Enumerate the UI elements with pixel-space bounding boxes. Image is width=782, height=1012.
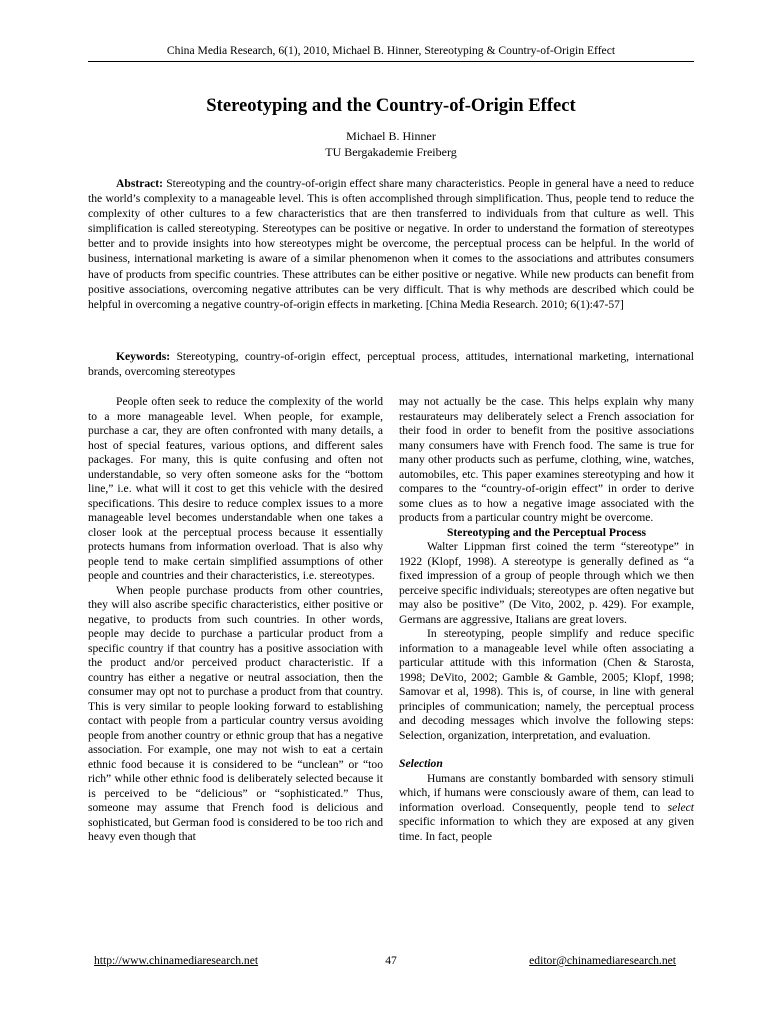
right-column — [399, 395, 694, 844]
abstract — [88, 176, 694, 312]
author-name: Michael B. Hinner — [346, 129, 436, 143]
body-paragraph: In stereotyping, people simplify and reduce specific information to a manageable level while often associating a particular attitude with this information (Chen & Starosta, 1998; DeVito, 2002; Gamble & Gamble, 2005; Klopf, 1998; Samovar et al, 1998). This is, of course, in line with general principles of communication; namely, the perceptual process and decoding messages which involve the following steps: Selection, organization, interpretation, and evaluation. — [399, 627, 694, 742]
body-text: specific information to which they are exposed at any given time. In fact, people — [399, 815, 694, 843]
keywords-text: Stereotyping, country-of-origin effect, perceptual process, attitudes, international marketing, international brands, overcoming stereotypes — [88, 350, 694, 379]
body-paragraph: may not actually be the case. This helps explain why many restaurateurs may deliberately select a French association for their food in order to benefit from the positive associations many consumers have with French food. The same is true for many other products such as perfume, clothing, wine, watches, automobiles, etc. This paper examines stereotyping and how it compares to the “country-of-origin effect” in order to derive some clues as to how a negative image associated with the products from a particular country might be overcome. — [399, 395, 694, 524]
section-heading: Stereotyping and the Perceptual Process — [446, 525, 646, 539]
author-affiliation: TU Bergakademie Freiberg — [325, 144, 457, 159]
running-head: China Media Research, 6(1), 2010, Michael B. Hinner, Stereotyping & Country-of-Origin Effect — [88, 44, 694, 62]
body-paragraph: Walter Lippman first coined the term “stereotype” in 1922 (Klopf, 1998). A stereotype is generally defined as “a fixed impression of a group of people through which we then perceive specific individuals; stereotypes are often negative but may also be positive” (De Vito, 2002, p. 429). For example, Germans are aggressive, Italians are great lovers. — [399, 540, 694, 626]
author-block — [88, 129, 694, 160]
body-text: Humans are constantly bombarded with sensory stimuli which, if humans were consciously aware of them, can lead to information overload. Consequently, people tend to — [399, 771, 694, 814]
journal-url-link[interactable]: http://www.chinamediaresearch.net — [94, 954, 259, 967]
left-column — [88, 395, 383, 845]
editor-email-link[interactable]: editor@chinamediaresearch.net — [529, 954, 676, 967]
page-footer — [88, 954, 694, 970]
body-paragraph: When people purchase products from other countries, they will also ascribe specific characteristics, either positive or negative, to products from such countries. In other words, people may decide to purchase a particular product from a specific country if that country has a positive association with the product and/or perceived product characteristic. If a country has either a negative or neutral association, then the consumer may opt not to purchase a product from that country. This is very similar to people looking forward to establishing contact with people from a particular country versus avoiding people from another country or ethnic group that has a negative association. For example, one may not wish to eat a certain ethnic food because it is considered to be “unclean” or “too rich” while other ethnic food is deliberately selected because it is perceived to be “delicious” or “sophisticated.” Thus, someone may assume that French food is delicious and sophisticated, but German food is considered to be too rich and heavy even though that — [88, 583, 383, 843]
emphasis-text: select — [667, 800, 694, 814]
body-paragraph — [399, 772, 694, 845]
body-paragraph: People often seek to reduce the complexity of the world to a more manageable level. When people, for example, purchase a car, they are often confronted with many details, a host of special features, various options, and different sales packages. For many, this is quite confusing and often not understandable, so very often someone asks for the “bottom line,” i.e. what will it cost to get this vehicle with the desired specifications. This desire to reduce complex issues to a more manageable level becomes understandable when one takes a closer look at the perceptual process because it essentially protects humans from information overload. That is also why people tend to make certain simplified assumptions of other people and countries and their characteristics, i.e. stereotypes. — [88, 395, 383, 582]
paper-title: Stereotyping and the Country-of-Origin Effect — [206, 95, 576, 116]
keywords — [88, 349, 694, 379]
subsection-heading: Selection — [399, 757, 443, 770]
abstract-text: Stereotyping and the country-of-origin effect share many characteristics. People in general have a need to reduce the world’s complexity to a manageable level. This is often accomplished through simplification. Thus, people tend to reduce the complexity of other cultures to a few characteristics that are then transferred to individuals from that culture as well. This simplification is called stereotyping. Stereotypes can be positive or negative. In order to understand the formation of stereotypes better and to provide insights into how stereotypes might be overcome, the perceptual process can be helpful. In the world of business, international marketing is aware of a similar phenomenon when it comes to the associations and attributes consumers have of products from specific countries. These attributes can be either positive or negative. While new products can benefit from positive associations, overcoming negative attributes can be very difficult. That is why methods are described which could be helpful in overcoming a negative country-of-origin effects in marketing. [China Media Research. 2010; 6(1):47-57] — [88, 177, 694, 311]
page-number: 47 — [385, 954, 397, 967]
abstract-label: Abstract: — [116, 177, 164, 190]
keywords-label: Keywords: — [116, 350, 171, 363]
